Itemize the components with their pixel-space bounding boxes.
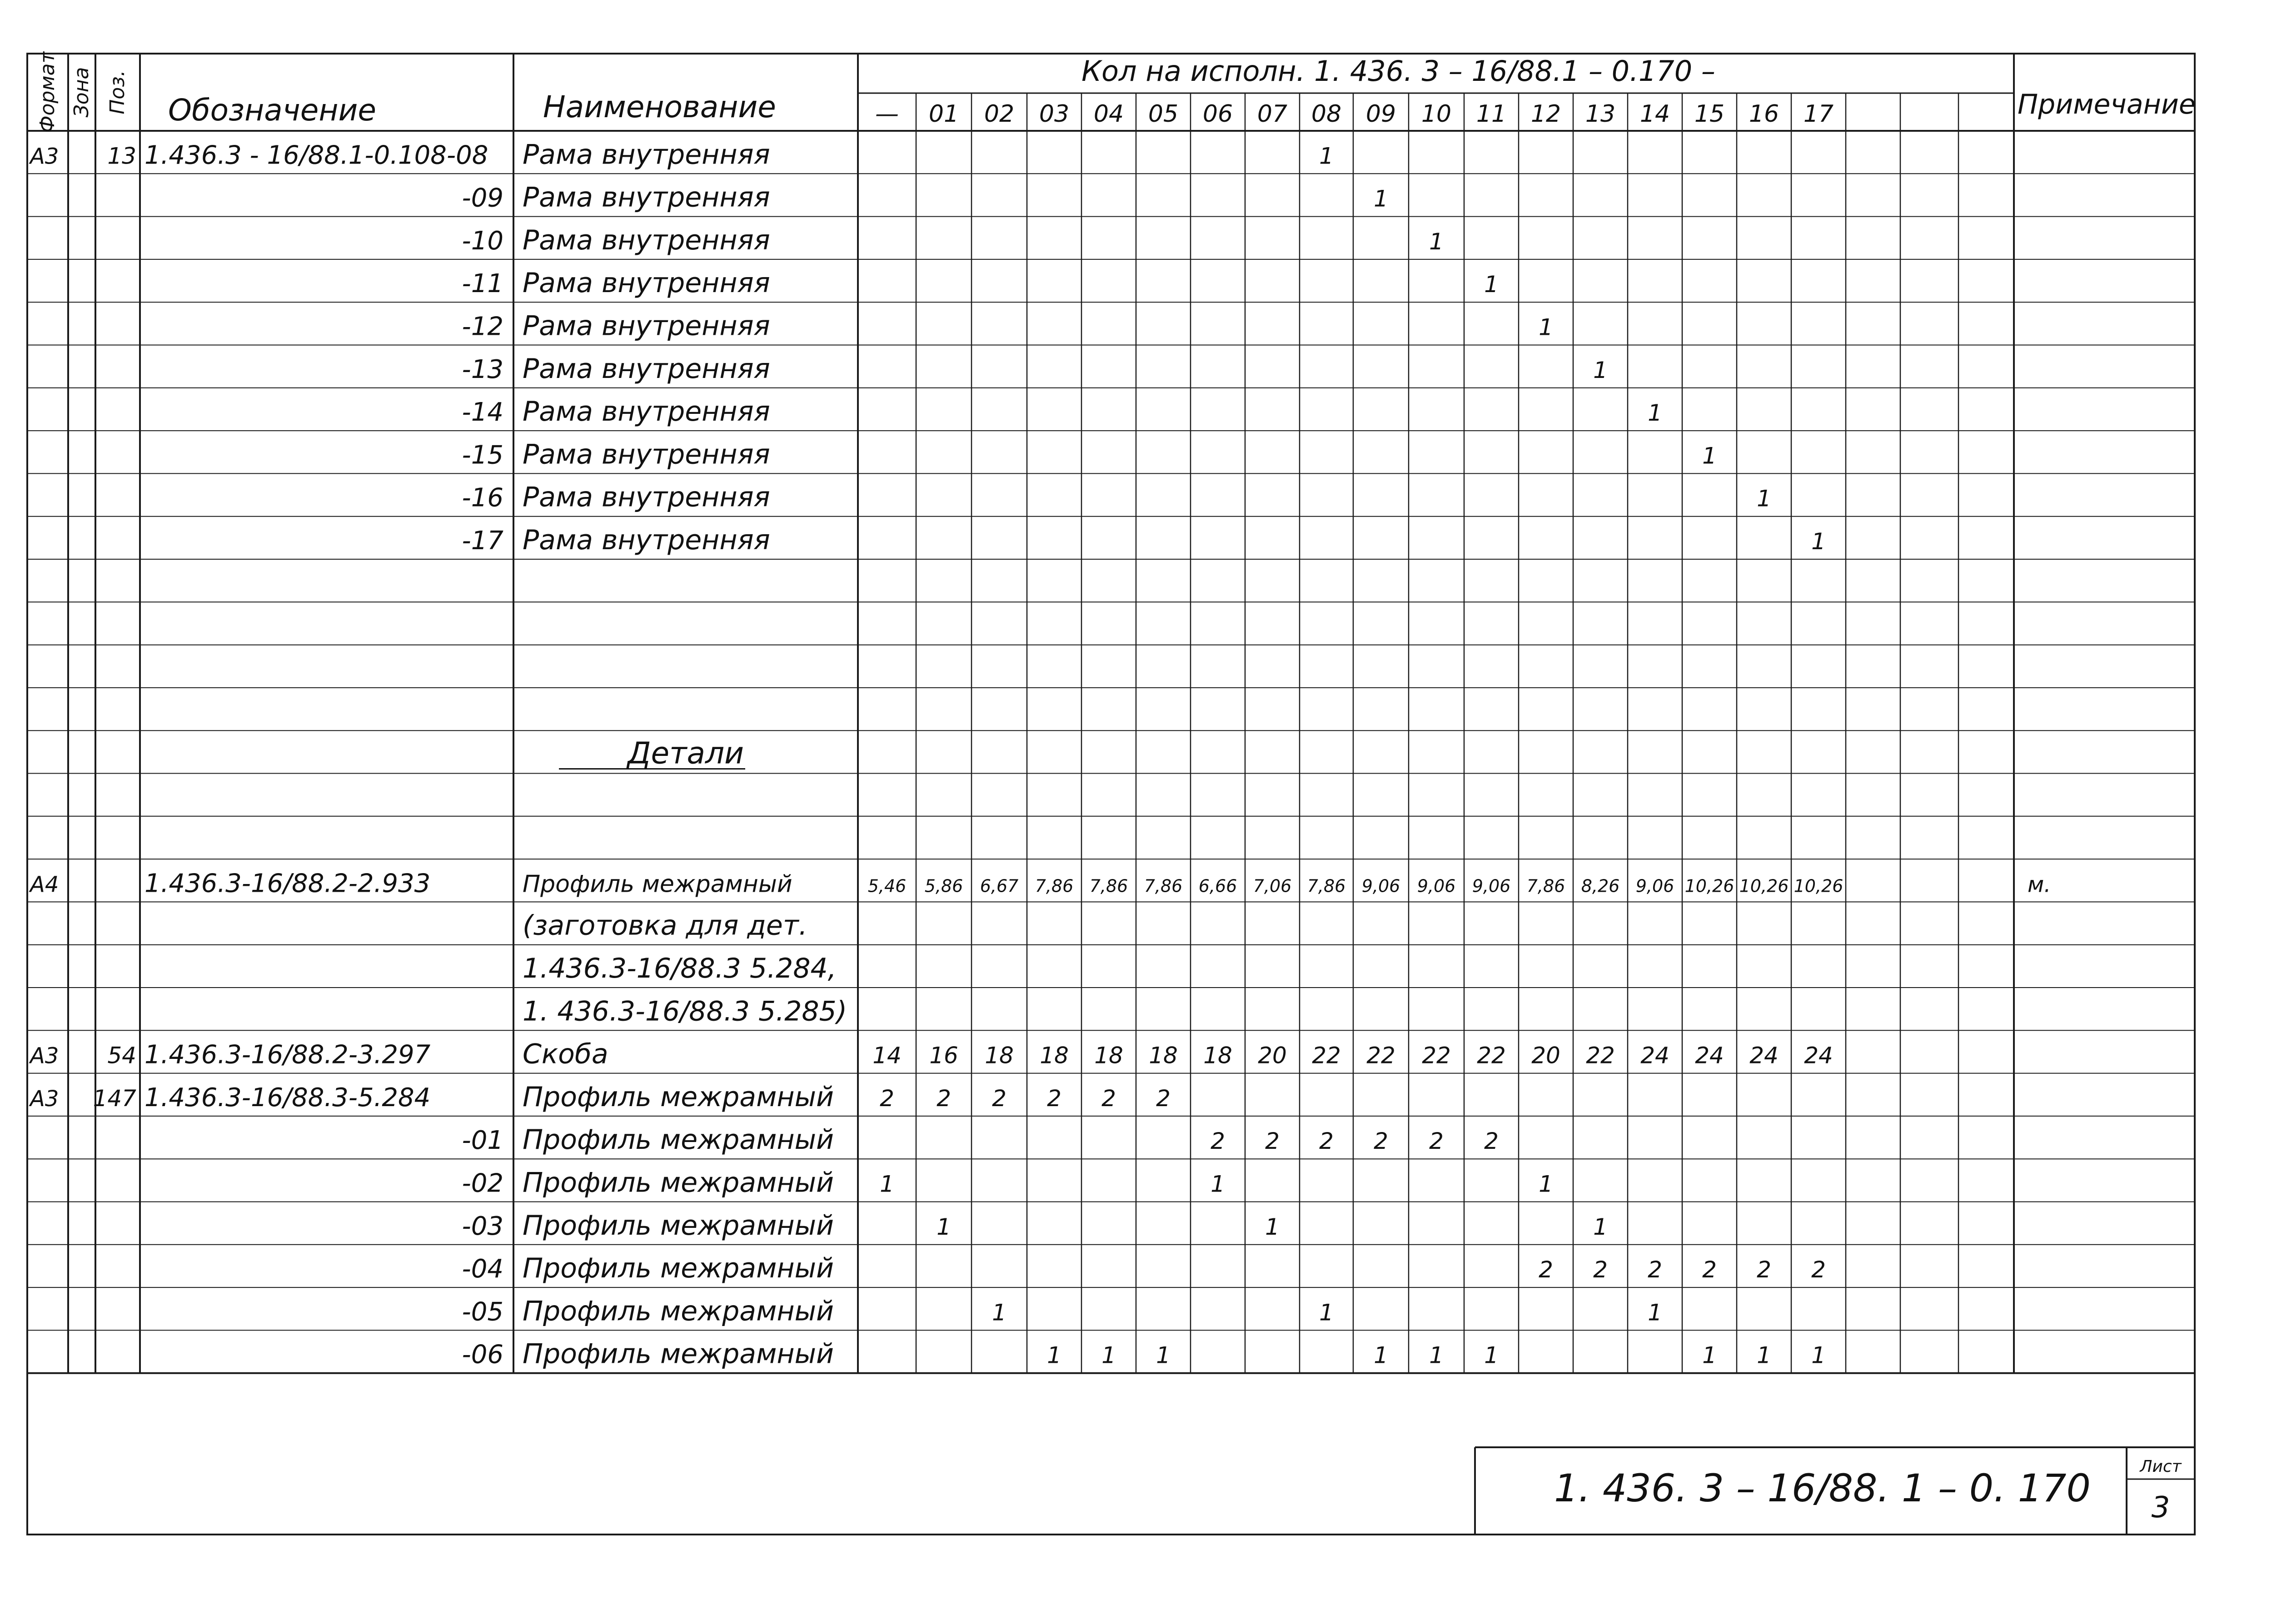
table-row xyxy=(462,310,1553,342)
qty-cell: 1 xyxy=(1702,1342,1717,1369)
pos-header: Поз. xyxy=(106,70,129,114)
qty-cell: 9,06 xyxy=(1417,876,1456,896)
exec-col-08: 08 xyxy=(1311,100,1342,128)
designation-cell: -09 xyxy=(462,183,503,213)
name-cell: Профиль межрамный xyxy=(523,1209,834,1242)
designation-header: Обозначение xyxy=(168,93,376,128)
qty-cell: 1 xyxy=(1429,1342,1444,1369)
qty-cell: 1 xyxy=(1156,1342,1171,1369)
table-row xyxy=(462,438,1717,470)
table-row xyxy=(462,224,1444,256)
qty-cell: 2 xyxy=(880,1085,894,1112)
qty-cell: 1 xyxy=(1757,485,1771,512)
table-header xyxy=(36,51,2196,133)
table-row xyxy=(29,1081,1171,1113)
table-row xyxy=(462,1124,1499,1156)
qty-cell: 2 xyxy=(1811,1256,1826,1283)
position-cell: 13 xyxy=(107,143,136,169)
name-cell: Рама внутренняя xyxy=(523,396,770,428)
designation-cell: 1.436.3-16/88.2-3.297 xyxy=(144,1040,431,1070)
qty-cell: 2 xyxy=(1156,1085,1171,1112)
name-cell: Профиль межрамный xyxy=(523,1167,834,1199)
exec-col-07: 07 xyxy=(1257,100,1288,128)
qty-cell: 18 xyxy=(1149,1042,1178,1069)
name-cell: Профиль межрамный xyxy=(523,1338,834,1370)
exec-col-05: 05 xyxy=(1148,100,1179,128)
qty-cell: 1 xyxy=(1593,1213,1608,1240)
table-row xyxy=(523,995,847,1027)
qty-cell: 6,67 xyxy=(980,876,1019,896)
qty-cell: 6,66 xyxy=(1198,876,1237,896)
qty-cell: 2 xyxy=(1211,1128,1225,1155)
qty-cell: 2 xyxy=(992,1085,1006,1112)
table-row xyxy=(29,1038,1833,1070)
qty-cell: 1 xyxy=(1648,1299,1662,1326)
name-cell: Рама внутренняя xyxy=(523,181,770,214)
qty-cell: 2 xyxy=(1319,1128,1334,1155)
table-row xyxy=(523,910,807,942)
exec-col-01: 01 xyxy=(928,100,959,128)
designation-cell: -06 xyxy=(462,1340,503,1370)
name-cell: Профиль межрамный xyxy=(523,1124,834,1156)
qty-cell: 20 xyxy=(1258,1042,1287,1069)
note-header: Примечание xyxy=(2018,89,2196,120)
qty-cell: 24 xyxy=(1640,1042,1669,1069)
qty-cell: 1 xyxy=(1811,528,1826,555)
qty-cell: 2 xyxy=(1484,1128,1499,1155)
qty-cell: 1 xyxy=(992,1299,1006,1326)
designation-cell: 1.436.3-16/88.3-5.284 xyxy=(144,1083,431,1112)
designation-cell: -10 xyxy=(462,226,503,256)
qty-cell: 5,46 xyxy=(867,876,907,896)
designation-cell: -11 xyxy=(462,269,503,299)
qty-cell: 1 xyxy=(1757,1342,1771,1369)
designation-cell: -01 xyxy=(462,1126,503,1156)
designation-cell: -16 xyxy=(462,483,503,513)
qty-cell: 10,26 xyxy=(1739,876,1789,896)
qty-cell: 18 xyxy=(1040,1042,1069,1069)
name-cell: Рама внутренняя xyxy=(523,139,770,171)
table-row xyxy=(559,736,745,771)
note-cell: м. xyxy=(2028,872,2051,898)
exec-col-02: 02 xyxy=(984,100,1015,128)
exec-col-11: 11 xyxy=(1476,100,1507,128)
exec-col-16: 16 xyxy=(1749,100,1779,128)
format-header: Формат xyxy=(36,51,59,133)
designation-cell: -05 xyxy=(462,1297,503,1327)
name-cell: Рама внутренняя xyxy=(523,353,770,385)
table-row xyxy=(462,1167,1553,1199)
qty-cell: 1 xyxy=(1319,143,1334,169)
table-row xyxy=(462,1338,1826,1370)
table-row xyxy=(29,139,1334,170)
qty-cell: 1 xyxy=(1484,1342,1499,1369)
name-cell: 1.436.3-16/88.3 5.284, xyxy=(523,953,837,984)
qty-cell: 1 xyxy=(1319,1299,1334,1326)
qty-cell: 7,06 xyxy=(1253,876,1292,896)
document-designation: 1. 436. 3 – 16/88. 1 – 0. 170 xyxy=(1554,1466,2091,1510)
qty-cell: 1 xyxy=(1047,1342,1061,1369)
exec-col-10: 10 xyxy=(1421,100,1452,128)
name-cell: Рама внутренняя xyxy=(523,310,770,342)
qty-cell: 10,26 xyxy=(1684,876,1734,896)
qty-cell: 9,06 xyxy=(1635,876,1674,896)
zone-header: Зона xyxy=(70,67,93,118)
qty-cell: 1 xyxy=(1702,442,1717,469)
qty-cell: 24 xyxy=(1749,1042,1779,1069)
qty-cell: 2 xyxy=(1757,1256,1771,1283)
qty-cell: 1 xyxy=(937,1213,951,1240)
exec-col-17: 17 xyxy=(1803,100,1834,128)
qty-cell: 2 xyxy=(1047,1085,1061,1112)
qty-cell: 18 xyxy=(1094,1042,1123,1069)
title-block xyxy=(1475,1447,2195,1535)
exec-col-13: 13 xyxy=(1585,100,1616,128)
qty-cell: 1 xyxy=(1539,314,1553,341)
qty-cell: 5,86 xyxy=(924,876,963,896)
qty-cell: 2 xyxy=(937,1085,951,1112)
table-row xyxy=(462,482,1771,513)
qty-cell: 2 xyxy=(1101,1085,1116,1112)
name-cell: Рама внутренняя xyxy=(523,224,770,256)
qty-cell: 24 xyxy=(1804,1042,1833,1069)
qty-cell: 2 xyxy=(1702,1256,1717,1283)
qty-cell: 22 xyxy=(1422,1042,1451,1069)
name-header: Наименование xyxy=(543,89,776,124)
table-row xyxy=(523,953,837,984)
sheet-frame xyxy=(27,54,2195,1535)
designation-cell: -13 xyxy=(462,354,503,384)
table-grid xyxy=(27,54,2195,1535)
qty-cell: 2 xyxy=(1265,1128,1280,1155)
format-cell: А3 xyxy=(30,144,59,169)
qty-cell: 2 xyxy=(1429,1128,1444,1155)
qty-cell: 1 xyxy=(1484,271,1499,298)
sheet-number: 3 xyxy=(2151,1491,2170,1525)
qty-cell: 10,26 xyxy=(1794,876,1844,896)
quantity-title: Кол на исполн. 1. 436. 3 – 16/88.1 – 0.170 – xyxy=(1081,55,1715,88)
designation-cell: -03 xyxy=(462,1211,503,1241)
exec-col-base: — xyxy=(875,100,899,128)
qty-cell: 1 xyxy=(1429,228,1444,255)
qty-cell: 22 xyxy=(1477,1042,1506,1069)
position-cell: 54 xyxy=(107,1042,136,1069)
name-cell: Профиль межрамный xyxy=(523,1252,834,1285)
exec-col-03: 03 xyxy=(1039,100,1070,128)
name-cell: Рама внутренняя xyxy=(523,481,770,513)
qty-cell: 20 xyxy=(1531,1042,1560,1069)
qty-cell: 14 xyxy=(872,1042,902,1069)
section-heading-details: Детали xyxy=(627,735,744,771)
name-cell: Профиль межрамный xyxy=(523,1295,834,1327)
exec-col-04: 04 xyxy=(1093,100,1124,128)
table-body xyxy=(29,139,2051,1370)
table-row xyxy=(462,1295,1662,1327)
qty-cell: 22 xyxy=(1586,1042,1615,1069)
table-row xyxy=(462,182,1388,214)
designation-cell: -04 xyxy=(462,1254,503,1284)
qty-cell: 2 xyxy=(1374,1128,1388,1155)
qty-cell: 7,86 xyxy=(1144,876,1183,896)
qty-cell: 2 xyxy=(1648,1256,1662,1283)
table-row xyxy=(462,524,1826,556)
designation-cell: -14 xyxy=(462,397,503,427)
exec-col-12: 12 xyxy=(1530,100,1561,128)
sheet-label: Лист xyxy=(2140,1457,2182,1476)
designation-cell: 1.436.3 - 16/88.1-0.108-08 xyxy=(144,140,488,170)
table-row xyxy=(462,353,1608,385)
qty-cell: 1 xyxy=(1211,1171,1225,1197)
name-cell: Профиль межрамный xyxy=(523,870,792,898)
qty-cell: 7,86 xyxy=(1526,876,1565,896)
table-row xyxy=(29,869,2051,898)
format-cell: А3 xyxy=(30,1086,59,1112)
table-row xyxy=(462,267,1499,299)
qty-cell: 1 xyxy=(1811,1342,1826,1369)
designation-cell: -12 xyxy=(462,312,503,342)
qty-cell: 2 xyxy=(1539,1256,1553,1283)
exec-col-14: 14 xyxy=(1639,100,1670,128)
qty-cell: 8,26 xyxy=(1581,876,1620,896)
name-cell: Рама внутренняя xyxy=(523,267,770,299)
qty-cell: 1 xyxy=(1265,1213,1280,1240)
name-cell: Скоба xyxy=(523,1038,608,1070)
designation-cell: -15 xyxy=(462,440,503,470)
qty-cell: 7,86 xyxy=(1035,876,1074,896)
qty-cell: 16 xyxy=(929,1042,958,1069)
qty-cell: 7,86 xyxy=(1089,876,1128,896)
qty-cell: 1 xyxy=(1648,400,1662,427)
designation-cell: -02 xyxy=(462,1168,503,1198)
qty-cell: 1 xyxy=(1539,1171,1553,1197)
qty-cell: 9,06 xyxy=(1472,876,1511,896)
exec-col-06: 06 xyxy=(1202,100,1233,128)
qty-cell: 18 xyxy=(1203,1042,1232,1069)
qty-cell: 18 xyxy=(985,1042,1014,1069)
designation-cell: -17 xyxy=(462,526,503,556)
qty-cell: 22 xyxy=(1366,1042,1395,1069)
qty-cell: 22 xyxy=(1312,1042,1341,1069)
designation-cell: 1.436.3-16/88.2-2.933 xyxy=(144,869,431,899)
name-cell: Профиль межрамный xyxy=(523,1081,834,1113)
table-row xyxy=(462,1252,1826,1284)
exec-col-09: 09 xyxy=(1365,100,1396,128)
qty-cell: 1 xyxy=(1374,185,1388,212)
qty-cell: 2 xyxy=(1593,1256,1608,1283)
exec-col-15: 15 xyxy=(1694,100,1725,128)
position-cell: 147 xyxy=(93,1085,136,1112)
qty-cell: 7,86 xyxy=(1307,876,1346,896)
qty-cell: 1 xyxy=(1374,1342,1388,1369)
name-cell: Рама внутренняя xyxy=(523,438,770,471)
name-cell: 1. 436.3-16/88.3 5.285) xyxy=(523,995,847,1028)
qty-cell: 1 xyxy=(1593,357,1608,383)
format-cell: А4 xyxy=(30,872,59,898)
qty-cell: 1 xyxy=(880,1171,894,1197)
name-cell: (заготовка для дет. xyxy=(523,909,807,942)
table-row xyxy=(462,396,1662,427)
format-cell: А3 xyxy=(30,1043,59,1069)
qty-cell: 1 xyxy=(1101,1342,1116,1369)
qty-cell: 9,06 xyxy=(1361,876,1400,896)
name-cell: Рама внутренняя xyxy=(523,524,770,556)
qty-cell: 24 xyxy=(1695,1042,1724,1069)
table-row xyxy=(462,1210,1608,1242)
